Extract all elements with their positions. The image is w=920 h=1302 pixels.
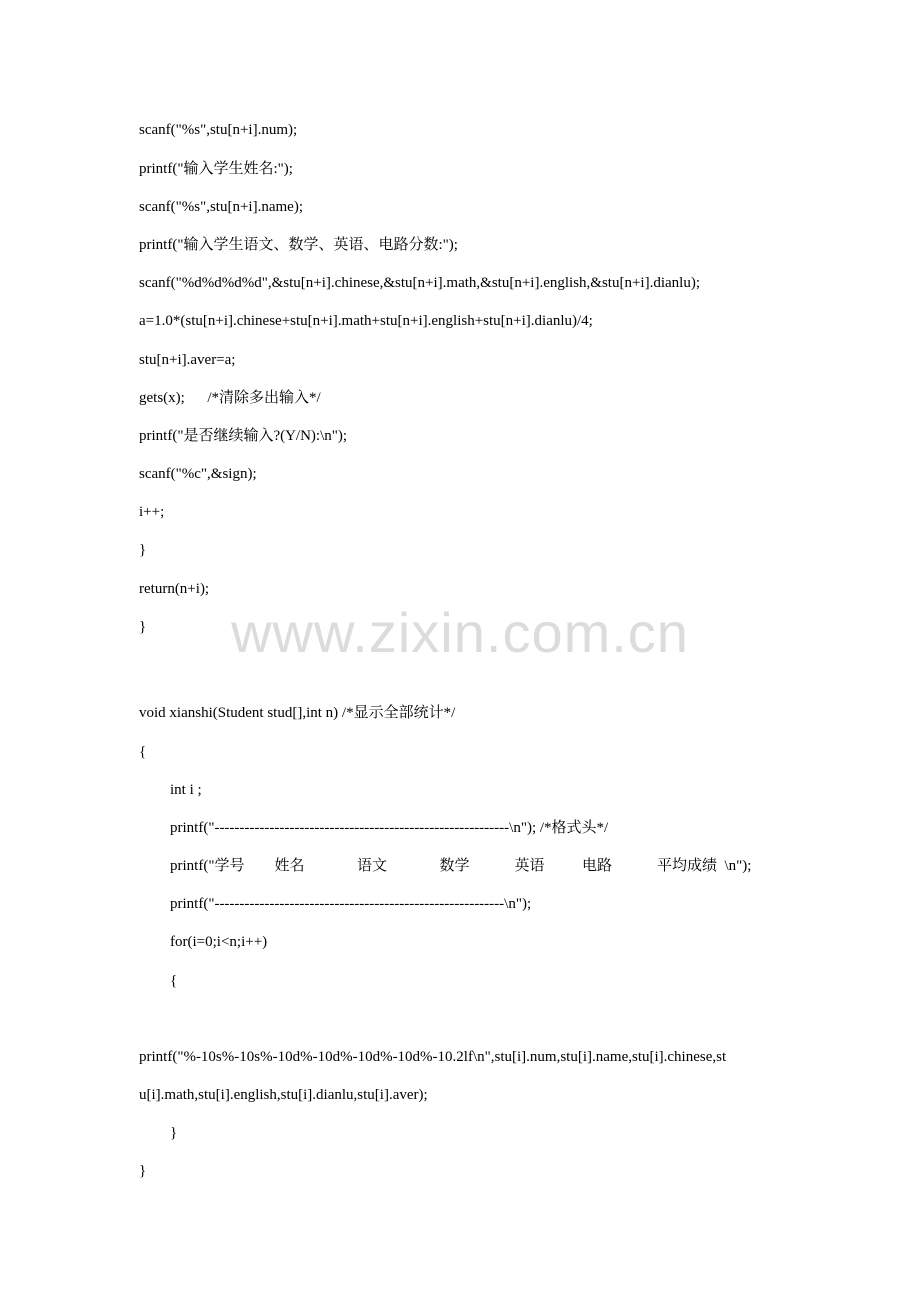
code-line: printf("-----------------------------------------------------------\n"); /*格式头*/ <box>155 820 609 836</box>
code-line: } <box>139 1163 147 1179</box>
code-line: scanf("%s",stu[n+i].num); <box>139 122 298 138</box>
code-line: } <box>139 542 147 558</box>
code-line: printf("输入学生语文、数学、英语、电路分数:"); <box>139 237 458 253</box>
code-line: } <box>155 1125 178 1141</box>
code-line: a=1.0*(stu[n+i].chinese+stu[n+i].math+stu[n+i].english+stu[n+i].dianlu)/4; <box>139 313 593 329</box>
code-line: printf("----------------------------------------------------------\n"); <box>155 896 532 912</box>
code-line: for(i=0;i<n;i++) <box>155 934 268 950</box>
code-line: scanf("%s",stu[n+i].name); <box>139 199 303 215</box>
code-line: u[i].math,stu[i].english,stu[i].dianlu,stu[i].aver); <box>139 1087 428 1103</box>
code-line: scanf("%d%d%d%d",&stu[n+i].chinese,&stu[n+i].math,&stu[n+i].english,&stu[n+i].dianlu); <box>139 275 700 291</box>
code-line: stu[n+i].aver=a; <box>139 352 236 368</box>
code-line: int i ; <box>155 782 202 798</box>
code-line: i++; <box>139 504 165 520</box>
code-line: printf("输入学生姓名:"); <box>139 161 293 177</box>
code-line: scanf("%c",&sign); <box>139 466 257 482</box>
code-line: void xianshi(Student stud[],int n) /*显示全部统计*/ <box>139 705 456 721</box>
code-line: { <box>139 744 147 760</box>
code-line: { <box>155 973 178 989</box>
code-line: printf("%-10s%-10s%-10d%-10d%-10d%-10d%-10.2lf\n",stu[i].num,stu[i].name,stu[i].chinese,st <box>139 1049 727 1065</box>
code-line: } <box>139 619 147 635</box>
code-line: gets(x); /*清除多出输入*/ <box>139 390 321 406</box>
code-line: printf("是否继续输入?(Y/N):\n"); <box>139 428 348 444</box>
code-line: return(n+i); <box>139 581 210 597</box>
watermark: www.zixin.com.cn <box>231 601 689 664</box>
code-line: printf("学号 姓名 语文 数学 英语 电路 平均成绩 \n"); <box>155 858 752 874</box>
